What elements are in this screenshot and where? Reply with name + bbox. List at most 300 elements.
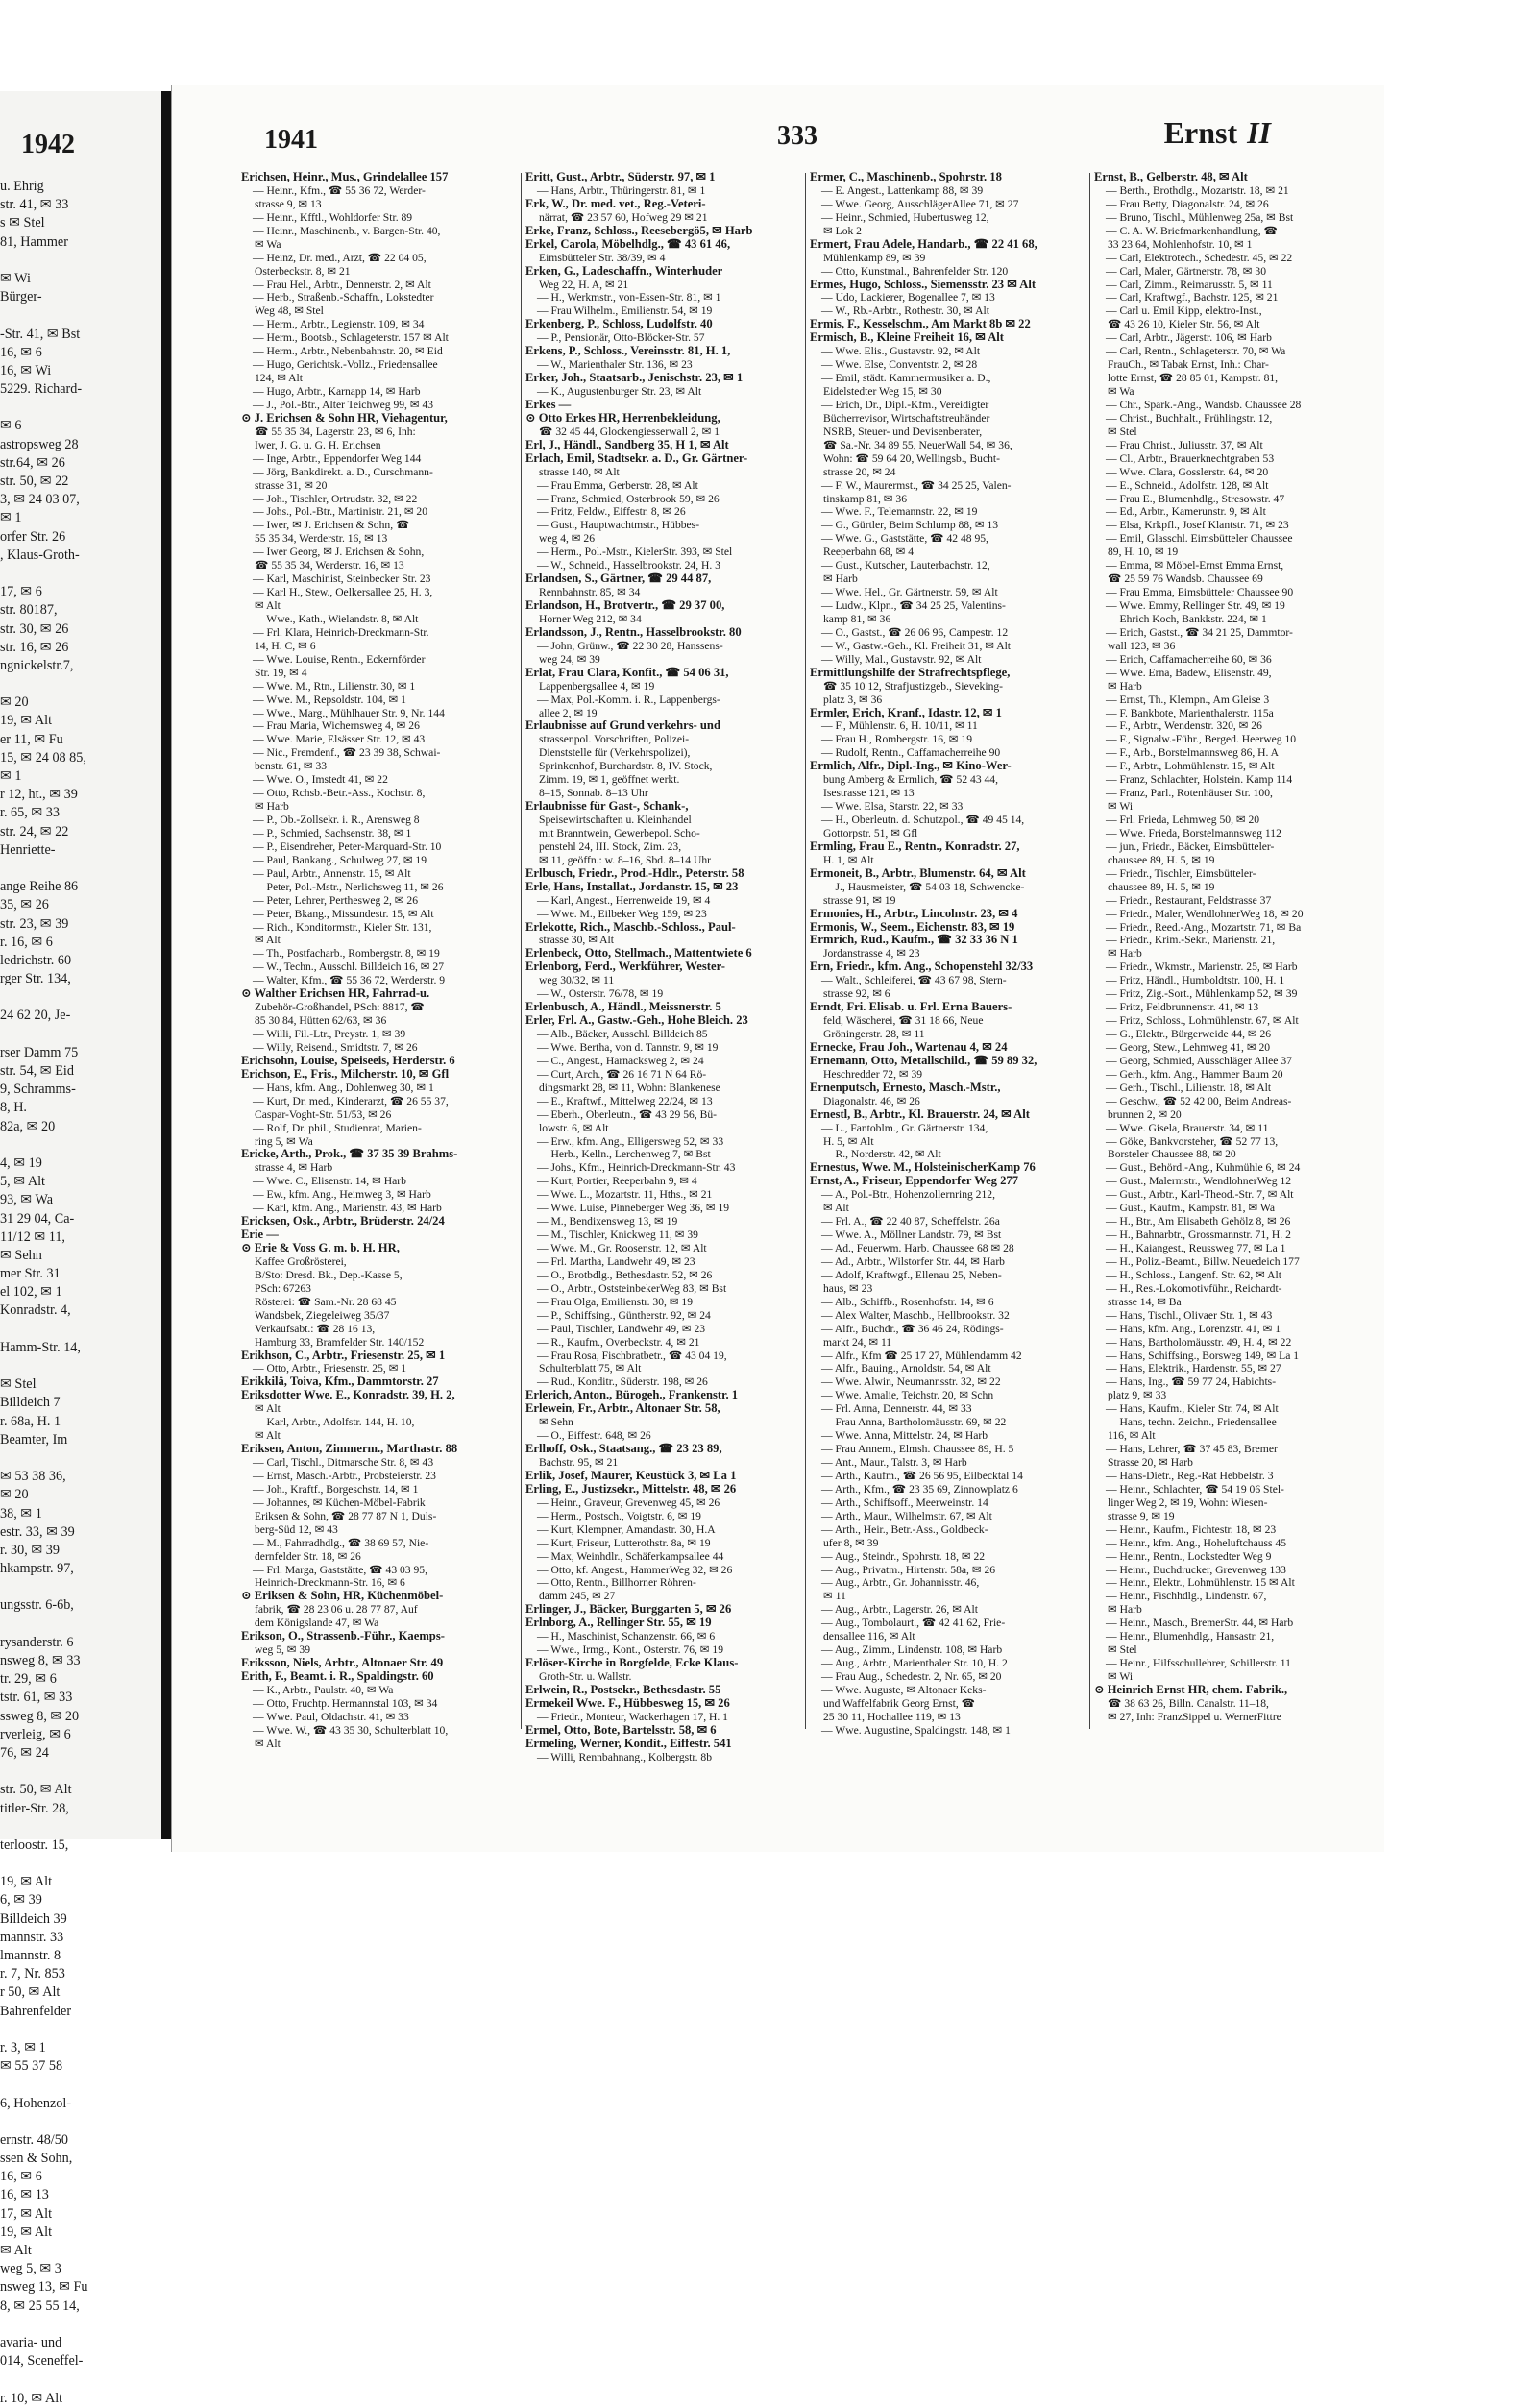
directory-entry: — Ew., kfm. Ang., Heimweg 3, ✉ Harb [253, 1188, 431, 1202]
directory-entry: tinskamp 81, ✉ 36 [823, 492, 908, 505]
directory-entry: — Wwe. A., Möllner Landstr. 79, ✉ Bst [821, 1228, 1002, 1242]
directory-entry: Caspar-Voght-Str. 51/53, ✉ 26 [255, 1107, 392, 1121]
directory-entry: — Frau Hel., Arbtr., Dennerstr. 2, ✉ Alt [253, 278, 431, 291]
directory-entry: — H., Schloss., Langenf. Str. 62, ✉ Alt [1106, 1268, 1281, 1281]
directory-entry: Ermonis, W., Seem., Eichenstr. 83, ✉ 19 [810, 919, 1015, 934]
facing-page-line: r 50, ✉ Alt [0, 1984, 61, 2001]
directory-entry: — Ehrich Koch, Bankkstr. 224, ✉ 1 [1106, 612, 1267, 625]
directory-entry: — Hans, Lehrer, ☎ 37 45 83, Bremer [1106, 1443, 1278, 1456]
directory-entry: Wohn: ☎ 59 64 20, Wellingsb., Bucht- [823, 451, 1001, 465]
directory-entry: — Heinr., Rentn., Lockstedter Weg 9 [1106, 1549, 1272, 1563]
directory-entry: — Herb., Kelln., Lerchenweg 7, ✉ Bst [537, 1148, 711, 1161]
directory-entry: Strasse 20, ✉ Harb [1108, 1456, 1193, 1469]
directory-entry: Rennbahnstr. 85, ✉ 34 [539, 586, 641, 599]
directory-entry: — J., Pol.-Btr., Alter Teichweg 99, ✉ 43 [253, 398, 434, 411]
directory-entry: — Max, Weinhdlr., Schäferkampsallee 44 [537, 1549, 724, 1563]
facing-page-line [0, 1616, 158, 1634]
directory-entry: — Göke, Bankvorsteher, ☎ 52 77 13, [1106, 1134, 1279, 1148]
directory-entry: — Aug., Zimm., Lindenstr. 108, ✉ Harb [821, 1643, 1003, 1657]
directory-entry: — Herb., Straßenb.-Schaffn., Lokstedter [253, 291, 434, 304]
directory-entry: — Wwe. Emmy, Rellinger Str. 49, ✉ 19 [1106, 599, 1285, 612]
directory-entry: ✉ Wa [255, 237, 281, 251]
directory-page [171, 85, 1384, 1852]
directory-entry: Ermrich, Rud., Kaufm., ☎ 32 33 36 N 1 [810, 933, 1018, 947]
facing-page-line: r. 10, ✉ Alt [0, 2390, 63, 2406]
directory-entry: — Wwe., Irmg., Kont., Osterstr. 76, ✉ 19 [537, 1643, 724, 1657]
directory-entry: markt 24, ✉ 11 [823, 1335, 892, 1349]
directory-entry: — Carl, Maler, Gärtnerstr. 78, ✉ 30 [1106, 264, 1267, 278]
directory-entry: Erlat, Frau Clara, Konfit., ☎ 54 06 31, [525, 665, 729, 679]
directory-entry: — Otto, Rentn., Billhorner Röhren- [537, 1576, 696, 1590]
facing-page-line: ✉ Stel [0, 1376, 37, 1393]
directory-entry: — Rolf, Dr. phil., Studienrat, Marien- [253, 1121, 422, 1134]
facing-page-line: 11/12 ✉ 11, [0, 1228, 65, 1245]
catchword [1164, 115, 1271, 151]
directory-entry: — Wwe. Frieda, Borstelmannsweg 112 [1106, 826, 1281, 839]
directory-entry: Erkel, Carola, Möbelhdlg., ☎ 43 61 46, [525, 236, 731, 251]
directory-entry: Erlewein, Fr., Arbtr., Altonaer Str. 58, [525, 1401, 720, 1416]
directory-entry: — H., Bahnarbtr., Grossmannstr. 71, H. 2 [1106, 1228, 1291, 1242]
facing-page-line: 16, ✉ 13 [0, 2187, 49, 2203]
directory-entry: Zimm. 19, ✉ 1, geöffnet werkt. [539, 773, 680, 787]
directory-entry: fabrik, ☎ 28 23 06 u. 28 77 87, Auf [255, 1603, 418, 1617]
directory-entry: — Karl H., Stew., Oelkersallee 25, H. 3, [253, 586, 433, 599]
facing-page-line: Henriette- [0, 841, 56, 858]
directory-entry: — Carl, Kraftwgf., Bachstr. 125, ✉ 21 [1106, 291, 1279, 304]
facing-page-line [0, 252, 158, 270]
directory-entry: — Kurt, Friseur, Lutterothstr. 8a, ✉ 19 [537, 1536, 711, 1549]
directory-entry: — Frau Rosa, Fischbratbetr., ☎ 43 04 19, [537, 1349, 727, 1362]
facing-page-line: 15, ✉ 24 08 85, [0, 749, 86, 766]
directory-entry: ✉ Harb [255, 800, 289, 814]
directory-entry: Erle, Hans, Installat., Jordanstr. 15, ✉ 23 [525, 879, 739, 893]
facing-page-line [0, 675, 158, 693]
book-gutter [161, 91, 171, 1839]
directory-entry: H. 1, ✉ Alt [823, 853, 874, 866]
facing-page-line: r. 16, ✉ 6 [0, 934, 53, 950]
directory-entry: strasse 14, ✉ Ba [1108, 1295, 1182, 1308]
facing-page-line: str. 54, ✉ Eid [0, 1063, 74, 1079]
directory-entry: — Ad., Feuerwm. Harb. Chaussee 68 ✉ 28 [821, 1242, 1014, 1254]
directory-entry: — Wwe. Georg, AusschlägerAllee 71, ✉ 27 [821, 197, 1019, 210]
directory-entry: — Hans, Tischl., Olivaer Str. 1, ✉ 43 [1106, 1308, 1273, 1322]
facing-page-line: lmannstr. 8 [0, 1948, 61, 1963]
facing-page-line: u. Ehrig [0, 179, 44, 194]
facing-page-line: 38, ✉ 1 [0, 1505, 42, 1521]
directory-entry: — Aug., Tombolaurt., ☎ 42 41 62, Frie- [821, 1617, 1006, 1630]
facing-page-line: 16, ✉ 6 [0, 2169, 42, 2185]
facing-page-line: ✉ 6 [0, 418, 22, 434]
directory-entry: — Frl. Frieda, Lehmweg 50, ✉ 20 [1106, 814, 1260, 826]
directory-entry: Borsteler Chaussee 88, ✉ 20 [1108, 1148, 1236, 1161]
facing-page-line: str. 16, ✉ 26 [0, 639, 69, 655]
facing-page-line: 6, Hohenzol- [0, 2095, 72, 2111]
directory-entry: — Elsa, Krkpfl., Josef Klantstr. 71, ✉ 23 [1106, 519, 1289, 532]
directory-entry: Eritt, Gust., Arbtr., Süderstr. 97, ✉ 1 [525, 170, 716, 183]
facing-page-line [0, 565, 158, 583]
directory-entry: Eriksdotter Wwe. E., Konradstr. 39, H. 2, [241, 1388, 455, 1402]
directory-entry: Dienststelle für (Verkehrspolizei), [539, 746, 691, 760]
directory-entry: — Max, Pol.-Komm. i. R., Lappenbergs- [537, 693, 720, 706]
facing-page-line: 16, ✉ 6 [0, 344, 42, 360]
directory-entry: ✉ Alt [823, 1202, 849, 1215]
directory-entry: Ermert, Frau Adele, Handarb., ☎ 22 41 68, [810, 236, 1037, 251]
directory-entry: — Arth., Heir., Betr.-Ass., Goldbeck- [821, 1522, 988, 1536]
directory-entry: densallee 116, ✉ Alt [823, 1630, 915, 1643]
directory-entry: — A., Pol.-Btr., Hohenzollernring 212, [821, 1188, 995, 1202]
directory-entry: strasse 30, ✉ Alt [539, 934, 614, 947]
directory-entry: — Jörg, Bankdirekt. a. D., Curschmann- [253, 465, 433, 478]
directory-entry: — Rudolf, Rentn., Caffamacherreihe 90 [821, 746, 1001, 760]
directory-entry: ufer 8, ✉ 39 [823, 1536, 879, 1549]
facing-page-line: , Klaus-Groth- [0, 547, 80, 563]
directory-entry: — Frl. Anna, Dennerstr. 44, ✉ 33 [821, 1402, 972, 1416]
directory-entry: — F. Bankbote, Marienthalerstr. 115a [1106, 706, 1274, 719]
facing-page-line: estr. 33, ✉ 39 [0, 1523, 75, 1540]
directory-entry: — H., Poliz.-Beamt., Billw. Neuedeich 177 [1106, 1254, 1300, 1268]
directory-entry: — Fritz, Feldbrunnenstr. 41, ✉ 13 [1106, 1001, 1259, 1014]
directory-entry: — Herm., Arbtr., Legienstr. 109, ✉ 34 [253, 318, 425, 331]
directory-entry: — W., Techn., Ausschl. Billdeich 16, ✉ 27 [253, 961, 445, 974]
facing-page-line: 5, ✉ Alt [0, 1174, 45, 1190]
directory-entry: Eriksson, Niels, Arbtr., Altonaer Str. 49 [241, 1656, 444, 1670]
directory-entry: — Frau E., Blumenhdlg., Stresowstr. 47 [1106, 492, 1285, 505]
directory-entry: Erlik, Josef, Maurer, Keustück 3, ✉ La 1 [525, 1468, 737, 1482]
directory-entry: — Gerh., kfm. Ang., Hammer Baum 20 [1106, 1067, 1283, 1081]
directory-entry: — Peter, Pol.-Mstr., Nerlichsweg 11, ✉ 26 [253, 880, 444, 893]
facing-page-line: Konradstr. 4, [0, 1302, 71, 1319]
directory-entry: — W., Gastw.-Geh., Kl. Freiheit 31, ✉ Alt [821, 639, 1012, 652]
directory-entry: weg 30/32, ✉ 11 [539, 974, 615, 987]
directory-entry: Lappenbergsallee 4, ✉ 19 [539, 679, 655, 693]
facing-page-line: r. 7, Nr. 853 [0, 1966, 65, 1982]
directory-entry: Erlaubnisse für Gast-, Schank-, [525, 799, 689, 814]
facing-page-line: 81, Hammer [0, 233, 68, 250]
directory-entry: — E., Schneid., Adolfstr. 128, ✉ Alt [1106, 478, 1269, 492]
directory-entry: strasse 92, ✉ 6 [823, 987, 890, 1001]
directory-entry: ✉ Alt [255, 1737, 281, 1750]
directory-entry: Gröningerstr. 28, ✉ 11 [823, 1028, 925, 1040]
facing-page-line: ✉ Sehn [0, 1247, 42, 1263]
directory-entry: — Nic., Fremdenf., ☎ 23 39 38, Schwai- [253, 746, 441, 760]
directory-entry: — Frau Christ., Juliusstr. 37, ✉ Alt [1106, 438, 1263, 451]
directory-entry: — Friedr., Restaurant, Feldstrasse 37 [1106, 893, 1272, 907]
facing-page-line [0, 1449, 158, 1468]
directory-entry: — Frl. Martha, Landwehr 49, ✉ 23 [537, 1254, 695, 1268]
facing-page-line: 19, ✉ Alt [0, 2224, 53, 2240]
directory-entry: — Hans-Dietr., Reg.-Rat Hebbelstr. 3 [1106, 1469, 1274, 1482]
facing-page-edge [0, 91, 163, 2406]
directory-entry: — W., Osterstr. 76/78, ✉ 19 [537, 987, 664, 1001]
facing-page-line [0, 1855, 158, 1873]
facing-page-line: 35, ✉ 26 [0, 897, 49, 913]
directory-entry: Hamburg 33, Bramfelder Str. 140/152 [255, 1335, 425, 1349]
directory-entry: — Emil, städt. Kammermusiker a. D., [821, 372, 991, 385]
facing-page-line: nsweg 13, ✉ Fu [0, 2279, 88, 2296]
directory-entry: — H., Oberleutn. d. Schutzpol., ☎ 49 45 14, [821, 814, 1025, 826]
facing-page-line [0, 2021, 158, 2039]
directory-entry: — Curt, Arch., ☎ 26 16 71 N 64 Rö- [537, 1067, 707, 1081]
facing-page-line: str. 80187, [0, 602, 58, 619]
directory-entry: Erkenberg, P., Schloss, Ludolfstr. 40 [525, 317, 713, 331]
directory-entry: Ernenputsch, Ernesto, Masch.-Mstr., [810, 1080, 1001, 1094]
directory-entry: — Frau Aug., Schedestr. 2, Nr. 65, ✉ 20 [821, 1670, 1002, 1683]
directory-entry: Iwer, J. G. u. G. H. Erichsen [255, 438, 381, 451]
directory-entry: ☎ 32 45 44, Glockengiesserwall 2, ✉ 1 [539, 425, 720, 438]
directory-entry: — Wwe. C., Elisenstr. 14, ✉ Harb [253, 1175, 406, 1188]
facing-page-line: 5229. Richard- [0, 381, 83, 398]
facing-page-line: mer Str. 31 [0, 1266, 61, 1282]
directory-entry: — Hans, techn. Zeichn., Friedensallee [1106, 1416, 1277, 1429]
directory-entry: Erke, Franz, Schloss., Reesebergö5, ✉ Harb [525, 223, 753, 237]
directory-entry: — Alb., Bäcker, Ausschl. Billdeich 85 [537, 1028, 708, 1040]
directory-entry: — Frl. A., ☎ 22 40 87, Scheffelstr. 26a [821, 1215, 1000, 1228]
facing-page-line [0, 2371, 158, 2389]
directory-entry: NSRB, Steuer- und Devisenberater, [823, 425, 983, 438]
directory-entry: — Otto, Kunstmal., Bahrenfelder Str. 120 [821, 264, 1009, 278]
directory-entry: Erie — [241, 1228, 279, 1242]
directory-entry: B/Sto: Dresd. Bk., Dep.-Kasse 5, [255, 1268, 403, 1281]
directory-entry: — Hans, Kaufm., Kieler Str. 74, ✉ Alt [1106, 1402, 1279, 1416]
directory-entry: Erlbusch, Friedr., Prod.-Hdlr., Peterstr. 58 [525, 865, 744, 880]
directory-entry: brunnen 2, ✉ 20 [1108, 1107, 1182, 1121]
directory-entry: — Cl., Arbtr., Brauerknechtgraben 53 [1106, 451, 1275, 465]
facing-page-line: ✉ 20 [0, 1487, 29, 1503]
directory-entry: Groth-Str. u. Wallstr. [539, 1670, 632, 1683]
facing-page-line [0, 2316, 158, 2334]
directory-entry: — E., Kraftwf., Mittelweg 22/24, ✉ 13 [537, 1094, 713, 1107]
directory-entry: — Wwe. Luise, Pinneberger Weg 36, ✉ 19 [537, 1202, 730, 1215]
directory-entry: — O., Arbtr., OststeinbekerWeg 83, ✉ Bst [537, 1281, 727, 1295]
directory-entry: — Herm., Pol.-Mstr., KielerStr. 393, ✉ Stel [537, 546, 733, 559]
directory-entry: Erlhoff, Osk., Staatsang., ☎ 23 23 89, [525, 1442, 722, 1456]
directory-entry: ✉ Harb [1108, 947, 1142, 961]
directory-entry: — Ernst, Th., Klempn., Am Gleise 3 [1106, 693, 1270, 706]
directory-entry: strasse 4, ✉ Harb [255, 1161, 333, 1175]
directory-entry: — Wwe. Hel., Gr. Gärtnerstr. 59, ✉ Alt [821, 586, 998, 599]
directory-entry: Osterbeckstr. 8, ✉ 21 [255, 264, 351, 278]
facing-page-line: str. 41, ✉ 33 [0, 197, 69, 213]
directory-entry: — Frau Anna, Bartholomäusstr. 69, ✉ 22 [821, 1416, 1007, 1429]
facing-page-line: ✉ 53 38 36, [0, 1469, 66, 1485]
directory-entry: ☎ 55 35 34, Werderstr. 16, ✉ 13 [255, 559, 404, 572]
directory-entry: — Emma, ✉ Möbel-Ernst Emma Ernst, [1106, 559, 1284, 572]
facing-page-line: 93, ✉ Wa [0, 1192, 54, 1208]
directory-entry: — Frl. Klara, Heinrich-Dreckmann-Str. [253, 625, 429, 639]
facing-page-line: 19, ✉ Alt [0, 713, 53, 729]
directory-entry: — Paul, Tischler, Landwehr 49, ✉ 23 [537, 1322, 706, 1335]
facing-page-line: rysanderstr. 6 [0, 1634, 74, 1650]
directory-entry: ⊙ Walther Erichsen HR, Fahrrad-u. [241, 986, 430, 1001]
directory-entry: — Heinr., Hilfsschullehrer, Schillerstr. 11 [1106, 1657, 1291, 1670]
directory-entry: Erlenbeck, Otto, Stellmach., Mattentwiete 6 [525, 946, 752, 961]
directory-entry: PSch: 67263 [255, 1281, 311, 1295]
directory-entry: — Wwe., Marg., Mühlhauer Str. 9, Nr. 144 [253, 706, 445, 719]
directory-entry: — Aug., Arbtr., Marienthaler Str. 10, H. 2 [821, 1657, 1008, 1670]
directory-entry: — Carl, Tischl., Ditmarsche Str. 8, ✉ 43 [253, 1456, 434, 1469]
directory-entry: Erk, W., Dr. med. vet., Reg.-Veteri- [525, 196, 706, 210]
directory-entry: 55 35 34, Werderstr. 16, ✉ 13 [255, 532, 388, 546]
directory-entry: ring 5, ✉ Wa [255, 1134, 313, 1148]
directory-entry: — Arth., Schiffsoff., Meerweinstr. 14 [821, 1496, 988, 1509]
directory-entry: — Geschw., ☎ 52 42 00, Beim Andreas- [1106, 1094, 1292, 1107]
directory-entry: — H., Kaiangest., Reussweg 77, ✉ La 1 [1106, 1242, 1286, 1254]
directory-entry: — Otto, Arbtr., Friesenstr. 25, ✉ 1 [253, 1362, 407, 1375]
directory-entry: — Frl. Marga, Gaststätte, ☎ 43 03 95, [253, 1563, 427, 1576]
directory-entry: Ermisch, B., Kleine Freiheit 16, ✉ Alt [810, 330, 1005, 345]
facing-page-line: str. 24, ✉ 22 [0, 823, 69, 839]
facing-page-line: el 102, ✉ 1 [0, 1284, 62, 1301]
directory-entry: — Kurt, Klempner, Amandastr. 30, H.A [537, 1522, 716, 1536]
directory-entry: Mühlenkamp 89, ✉ 39 [823, 251, 926, 264]
directory-entry: berg-Süd 12, ✉ 43 [255, 1522, 338, 1536]
directory-entry: ✉ Harb [1108, 679, 1142, 693]
directory-entry: Speisewirtschaften u. Kleinhandel [539, 814, 692, 826]
directory-entry: — J., Hausmeister, ☎ 54 03 18, Schwencke- [821, 880, 1025, 893]
facing-page-line: ✉ Alt [0, 2243, 32, 2258]
directory-entry: — Wwe. Gisela, Brauerstr. 34, ✉ 11 [1106, 1121, 1269, 1134]
directory-entry: Ermittlungshilfe der Strafrechtspflege, [810, 665, 1011, 679]
directory-entry: — Friedr., Reed.-Ang., Mozartstr. 71, ✉ Ba [1106, 920, 1302, 934]
directory-entry: — Wwe. G., Gaststätte, ☎ 42 48 95, [821, 532, 988, 546]
directory-entry: FrauCh., ✉ Tabak Ernst, Inh.: Char- [1108, 358, 1269, 372]
directory-entry: Rösterei: ☎ Sam.-Nr. 28 68 45 [255, 1295, 397, 1308]
column-divider [805, 173, 806, 1729]
directory-entry: — Arth., Maur., Wilhelmstr. 67, ✉ Alt [821, 1509, 992, 1522]
directory-entry: haus, ✉ 23 [823, 1281, 873, 1295]
directory-entry: Ermonies, H., Arbtr., Lincolnstr. 23, ✉ 4 [810, 906, 1018, 920]
directory-entry: — Willy, Mal., Gustavstr. 92, ✉ Alt [821, 652, 982, 666]
directory-entry: — H., Werkmstr., von-Essen-Str. 81, ✉ 1 [537, 291, 721, 304]
directory-entry: chaussee 89, H. 5, ✉ 19 [1108, 880, 1215, 893]
directory-entry: Erlandson, H., Brotvertr., ☎ 29 37 00, [525, 598, 725, 612]
directory-entry: — Hugo, Gerichtsk.-Vollz., Friedensallee [253, 358, 438, 372]
directory-column-1 [241, 171, 516, 1751]
directory-entry: Ern, Friedr., kfm. Ang., Schopenstehl 32/33 [810, 960, 1034, 974]
facing-page-line: rser Damm 75 [0, 1044, 79, 1060]
directory-entry: Ermer, C., Maschinenb., Spohrstr. 18 [810, 170, 1002, 183]
facing-page-line [0, 399, 158, 417]
facing-page-line: 014, Sceneffel- [0, 2353, 84, 2370]
directory-entry: — Wwe. M., Gr. Roosenstr. 12, ✉ Alt [537, 1242, 707, 1254]
directory-entry: lotte Ernst, ☎ 28 85 01, Kampstr. 81, [1108, 372, 1279, 385]
directory-entry: Erler, Frl. A., Gastw.-Geh., Hohe Bleich. 23 [525, 1013, 748, 1028]
directory-entry: Erith, F., Beamt. i. R., Spaldingstr. 60 [241, 1669, 434, 1683]
directory-entry: Zubehör-Großhandel, PSch: 8817, ☎ [255, 1001, 425, 1014]
directory-entry: — Wwe. Augustine, Spaldingstr. 148, ✉ 1 [821, 1723, 1011, 1737]
directory-entry: — Johs., Pol.-Btr., Martinistr. 21, ✉ 20 [253, 505, 428, 519]
directory-entry: — Herm., Arbtr., Nebenbahnstr. 20, ✉ Eid [253, 345, 443, 358]
directory-entry: — Herm., Bootsb., Schlageterstr. 157 ✉ Alt [253, 331, 449, 345]
directory-entry: — Friedr., Tischler, Eimsbütteler- [1106, 866, 1256, 880]
directory-entry: — Ad., Arbtr., Wilstorfer Str. 44, ✉ Harb [821, 1254, 1005, 1268]
facing-page-line [0, 1136, 158, 1155]
facing-page-line: 82a, ✉ 20 [0, 1118, 56, 1134]
directory-entry: 124, ✉ Alt [255, 372, 303, 385]
directory-entry: — John, Grünw., ☎ 22 30 28, Hanssens- [537, 639, 723, 652]
directory-entry: — Gust., Kutscher, Lauterbachstr. 12, [821, 559, 990, 572]
directory-entry: — Wwe. Erna, Badew., Elisenstr. 49, [1106, 666, 1272, 679]
directory-entry: — K., Augustenburger Str. 23, ✉ Alt [537, 385, 702, 398]
directory-entry: Erlerich, Anton., Bürogeh., Frankenstr. 1 [525, 1388, 739, 1402]
directory-entry: Erlinger, J., Bäcker, Burggarten 5, ✉ 26 [525, 1602, 732, 1617]
directory-entry: — Gust., Hauptwachtmstr., Hübbes- [537, 519, 700, 532]
directory-entry: — Alb., Schiffb., Rosenhofstr. 14, ✉ 6 [821, 1295, 994, 1308]
directory-entry: — Erich, Gastst., ☎ 34 21 25, Dammtor- [1106, 625, 1293, 639]
directory-entry: ☎ 35 10 12, Strafjustizgeb., Sieveking- [823, 679, 1004, 693]
facing-page-line: ✉ 55 37 58 [0, 2058, 63, 2075]
directory-entry: — Hans, Arbtr., Thüringerstr. 81, ✉ 1 [537, 183, 706, 197]
directory-entry: — Alex Walter, Maschb., Hellbrookstr. 32 [821, 1308, 1010, 1322]
directory-entry: penstehl 24, III. Stock, Zim. 23, [539, 839, 682, 853]
directory-entry: Erlandsson, J., Rentn., Hasselbrookstr. 80 [525, 624, 742, 639]
facing-page-line: Beamter, Im [0, 1431, 68, 1447]
facing-page-line: titler-Str. 28, [0, 1800, 69, 1816]
directory-entry: — Friedr., Maler, WendlohnerWeg 18, ✉ 20 [1106, 907, 1304, 920]
directory-entry: — Wwe. W., ☎ 43 35 30, Schulterblatt 10, [253, 1723, 449, 1737]
facing-page-line: Bahrenfelder [0, 2003, 72, 2019]
facing-page-line: Billdeich 7 [0, 1395, 61, 1411]
directory-entry: — H., Btr., Am Elisabeth Gehölz 8, ✉ 26 [1106, 1215, 1291, 1228]
directory-entry: weg 5, ✉ 39 [255, 1643, 311, 1657]
directory-entry: — Wwe. Amalie, Teichstr. 20, ✉ Schn [821, 1389, 994, 1402]
directory-entry: ✉ Stel [1108, 1643, 1137, 1657]
facing-page-line [0, 860, 158, 878]
directory-entry: — Frau Maria, Wichernsweg 4, ✉ 26 [253, 719, 420, 733]
directory-entry: — Wwe. Bertha, von d. Tannstr. 9, ✉ 19 [537, 1040, 719, 1054]
directory-entry: ✉ Harb [823, 572, 858, 586]
section-label: II [1247, 115, 1271, 150]
directory-entry: — Hans, Schiffsing., Borsweg 149, ✉ La 1 [1106, 1349, 1300, 1362]
directory-entry: — Karl, Maschinist, Steinbecker Str. 23 [253, 572, 431, 586]
directory-entry: — Aug., Arbtr., Gr. Johannisstr. 46, [821, 1576, 980, 1590]
directory-entry: — Aug., Steindr., Spohrstr. 18, ✉ 22 [821, 1549, 986, 1563]
directory-entry: — Heinr., Blumenhdlg., Hansastr. 21, [1106, 1630, 1275, 1643]
directory-entry: ✉ Alt [255, 1402, 281, 1416]
facing-page-line: Billdeich 39 [0, 1910, 67, 1927]
directory-entry: Ermling, Frau E., Rentn., Konradstr. 27, [810, 839, 1020, 853]
directory-entry: — F., Arbtr., Wendenstr. 320, ✉ 26 [1106, 719, 1262, 733]
facing-page-line: -Str. 41, ✉ Bst [0, 326, 81, 342]
directory-entry: ✉ Stel [1108, 425, 1137, 438]
directory-entry: Isestrasse 121, ✉ 13 [823, 787, 915, 800]
facing-page-line: r. 65, ✉ 33 [0, 805, 60, 821]
directory-entry: — Eberh., Oberleutn., ☎ 43 29 56, Bü- [537, 1107, 718, 1121]
directory-entry: — Christ., Buchhalt., Frühlingstr. 12, [1106, 411, 1273, 425]
directory-entry: — Wwe. Louise, Rentn., Eckernförder [253, 652, 426, 666]
directory-entry: — Otto, Rchsb.-Betr.-Ass., Kochstr. 8, [253, 787, 426, 800]
directory-entry: — Peter, Bkang., Missundestr. 15, ✉ Alt [253, 907, 434, 920]
directory-entry: — Walt., Schleiferei, ☎ 43 67 98, Stern- [821, 974, 1007, 987]
directory-entry: — Alfr., Buchdr., ☎ 36 46 24, Rödings- [821, 1322, 1004, 1335]
directory-entry: — Wwe. Elsa, Starstr. 22, ✉ 33 [821, 800, 964, 814]
facing-page-line: ✉ Wi [0, 270, 31, 286]
directory-entry: — Chr., Spark.-Ang., Wandsb. Chaussee 28 [1106, 398, 1302, 411]
directory-entry: Kaffee Großrösterei, [255, 1254, 347, 1268]
directory-entry: — O., Eiffestr. 648, ✉ 26 [537, 1429, 651, 1443]
directory-entry: — Ludw., Klpn., ☎ 34 25 25, Valentins- [821, 599, 1006, 612]
directory-entry: Ernemann, Otto, Metallschild., ☎ 59 89 32, [810, 1053, 1037, 1067]
directory-entry: — O., Brotbdlg., Bethesdastr. 52, ✉ 26 [537, 1268, 713, 1281]
facing-page-line: weg 5, ✉ 3 [0, 2261, 61, 2277]
directory-entry: — F., Arbtr., Lohmühlenstr. 15, ✉ Alt [1106, 760, 1275, 773]
directory-entry: — Karl, Angest., Herrenweide 19, ✉ 4 [537, 893, 711, 907]
directory-entry: ☎ Sa.-Nr. 34 89 55, NeuerWall 54, ✉ 36, [823, 438, 1012, 451]
facing-page-column [0, 178, 158, 2408]
directory-entry: — Rud., Konditr., Süderstr. 198, ✉ 26 [537, 1375, 708, 1389]
directory-entry: — Heinr., Graveur, Grevenweg 45, ✉ 26 [537, 1496, 720, 1509]
directory-entry: — Ernst, Masch.-Arbtr., Probsteierstr. 23 [253, 1469, 436, 1482]
